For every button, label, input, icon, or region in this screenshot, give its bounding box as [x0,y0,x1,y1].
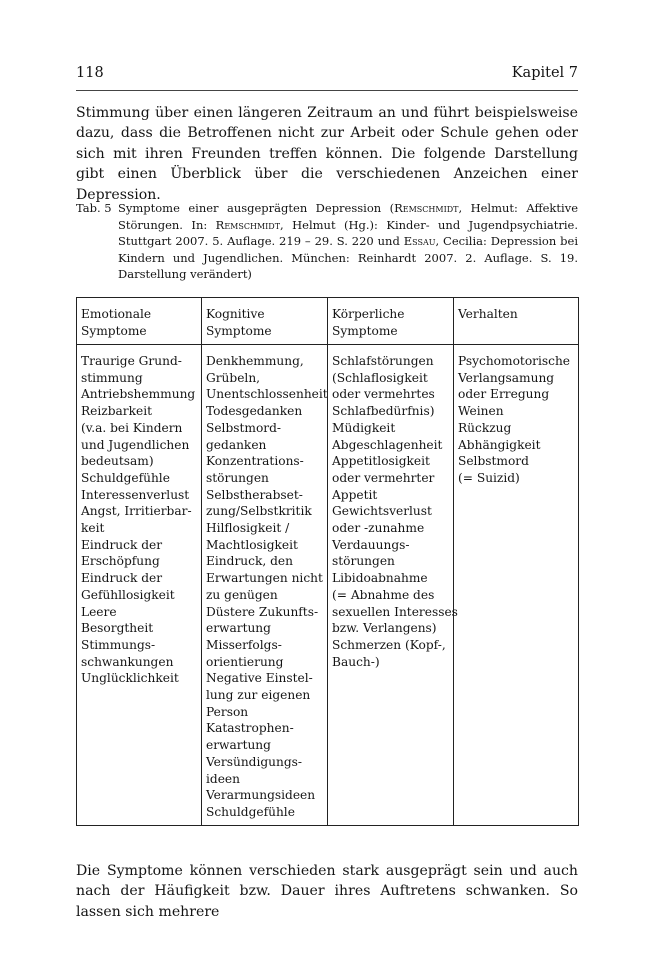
symptom-line: Erschöpfung [81,554,160,569]
symptom-line: Unglücklichkeit [81,671,179,686]
symptom-line: Weinen [458,404,504,419]
symptom-line: Negative Einstel- [206,671,313,686]
symptom-line: Antriebshemmung [81,387,196,402]
symptom-line: oder vermehrtes [332,387,435,402]
symptom-line: zung/Selbstkritik [206,504,312,519]
symptom-line: Selbstherabset- [206,487,303,502]
symptom-line: Müdigkeit [332,420,396,435]
header-line: Symptome [81,323,147,338]
symptom-line: (Schlaflosigkeit [332,370,428,385]
header-cognitive [202,298,328,345]
caption-segment: , Cecilia: Depression bei Kindern und Jugendlichen. München: Reinhardt 2007. 2. Auflage. S. 19. Darstellung verändert) [118,234,579,282]
chapter-title: Kapitel 7 [511,65,578,81]
symptom-line: störungen [206,470,269,485]
paragraph-line: Häufigkeit bzw. Dauer ihres Auftretens schwanken. So lassen sich mehrere [76,883,579,920]
paragraph-top [76,103,578,205]
header-line: Verhalten [458,307,518,321]
caption-author: Remschmidt [394,201,459,215]
header-line: Körperliche [332,307,405,321]
symptom-line: Machtlosigkeit [206,537,298,552]
cell-behavior-symptoms [454,345,579,826]
symptom-line: Bauch-) [332,654,380,669]
symptom-line: Eindruck der [81,571,163,586]
running-head [76,62,578,84]
symptom-line: Unentschlossenheit [206,387,328,402]
header-line: Kognitive [206,307,265,321]
symptom-line: Konzentrations- [206,454,304,469]
symptoms-table [76,297,579,826]
symptom-line: (= Suizid) [458,470,520,485]
symptom-line: und Jugendlichen [81,437,190,452]
table-row [77,345,579,826]
header-line: Emotionale [81,307,152,321]
symptom-line: Rückzug [458,420,512,435]
symptom-line: bedeutsam) [81,454,154,469]
symptom-line: zu genügen [206,587,278,602]
symptom-line: Libidoabnahme [332,571,428,586]
symptom-line: bzw. Verlangens) [332,621,437,636]
symptom-line: Person [206,704,249,719]
symptom-line: Besorgtheit [81,621,154,636]
symptom-line: sexuellen Interesses [332,604,458,619]
table-header-row [77,298,579,345]
symptom-line: Appetit [332,487,378,502]
header-physical [328,298,454,345]
table-caption [76,200,578,283]
symptom-line: Psychomotorische [458,354,571,368]
symptom-line: Denkhemmung, [206,354,304,368]
symptom-line: erwartung [206,621,271,636]
header-emotional [77,298,202,345]
symptom-line: (= Abnahme des [332,587,435,602]
symptom-line: Gewichtsverlust [332,504,432,519]
symptom-line: Leere [81,604,117,619]
symptom-line: schwankungen [81,654,174,669]
symptom-line: Gefühllosigkeit [81,587,175,602]
symptom-line: Düstere Zukunfts- [206,604,319,619]
symptom-line: Eindruck der [81,537,163,552]
symptom-line: Eindruck, den [206,554,293,569]
paragraph-line: Die Symptome können verschieden stark ausgeprägt sein und auch nach der [76,863,578,900]
symptom-line: erwartung [206,738,271,753]
symptom-line: Schmerzen (Kopf-, [332,637,446,652]
symptom-line: Versündigungs- [206,754,303,769]
header-line: Symptome [332,323,398,338]
symptom-line: Stimmungs- [81,637,156,652]
symptom-line: Todesgedanken [206,404,303,419]
symptom-line: lung zur eigenen [206,688,311,703]
caption-text [118,200,578,283]
symptom-line: ideen [206,771,240,786]
symptom-line: störungen [332,554,395,569]
symptom-line: Hilflosigkeit / [206,521,290,536]
symptom-line: Selbstmord- [206,420,282,435]
symptom-line: Abgeschlagenheit [332,437,443,452]
symptom-line: Schuldgefühle [81,470,170,485]
paragraph-bottom [76,861,578,922]
symptom-line: Verlangsamung [458,370,555,385]
symptom-line: Erwartungen nicht [206,571,323,586]
symptom-line: oder vermehrter [332,470,435,485]
symptom-line: gedanken [206,437,267,452]
caption-author: Essau [403,234,436,249]
symptom-line: Abhängigkeit [458,437,541,452]
symptom-line: stimmung [81,370,143,385]
table-label: Tab. 5 [76,201,112,215]
caption-segment: Symptome einer ausgeprägten Depression ( [118,201,395,215]
symptom-line: Verarmungsideen [206,788,316,803]
symptom-line: Selbstmord [458,454,529,469]
caption-segment: , Helmut: Affektive Störungen. In: [118,201,578,232]
caption-segment: , Helmut (Hg.): Kinder- und Jugendpsychiatrie. Stuttgart 2007. 5. Auflage. 219 – 29. S. 220 und [118,217,578,249]
symptom-line: Reizbarkeit [81,404,152,419]
header-rule [76,90,578,91]
symptom-line: (v.a. bei Kindern [81,420,183,435]
symptom-line: Misserfolgs- [206,637,282,652]
cell-physical-symptoms [328,345,458,826]
header-line: Symptome [206,323,272,338]
symptom-line: Schlafstörungen [332,354,434,368]
symptom-line: Traurige Grund- [81,354,182,368]
paragraph-line: dass die Betroffenen nicht zur Arbeit oder Schule gehen oder sich mit ihren [76,125,578,162]
cell-emotional-symptoms [77,345,202,826]
symptom-line: orientierung [206,654,284,669]
symptom-line: Interessenverlust [81,487,190,502]
symptom-line: Schuldgefühle [206,804,295,819]
paragraph-line: Freunden treffen können. Die folgende Darstellung gibt einen Überblick über [76,145,578,183]
symptom-line: keit [81,521,105,536]
symptom-line: Angst, Irritierbar- [81,504,192,519]
symptom-line: Schlafbedürfnis) [332,404,435,419]
symptom-line: Verdauungs- [332,537,410,552]
cell-cognitive-symptoms [202,345,328,826]
symptom-line: oder -zunahme [332,521,425,536]
page-number: 118 [76,65,104,81]
paragraph-line: Stimmung über einen längeren Zeitraum an und führt beispielsweise dazu, [76,105,578,142]
symptom-line: Grübeln, [206,370,261,385]
caption-author: Remschmidt [215,217,281,232]
symptom-line: oder Erregung [458,387,550,402]
symptom-line: Katastrophen- [206,721,294,736]
header-behavior [454,298,579,345]
paragraph-line: die verschiedenen Anzeichen einer Depression. [76,166,579,203]
symptom-line: Appetitlosigkeit [332,454,430,469]
